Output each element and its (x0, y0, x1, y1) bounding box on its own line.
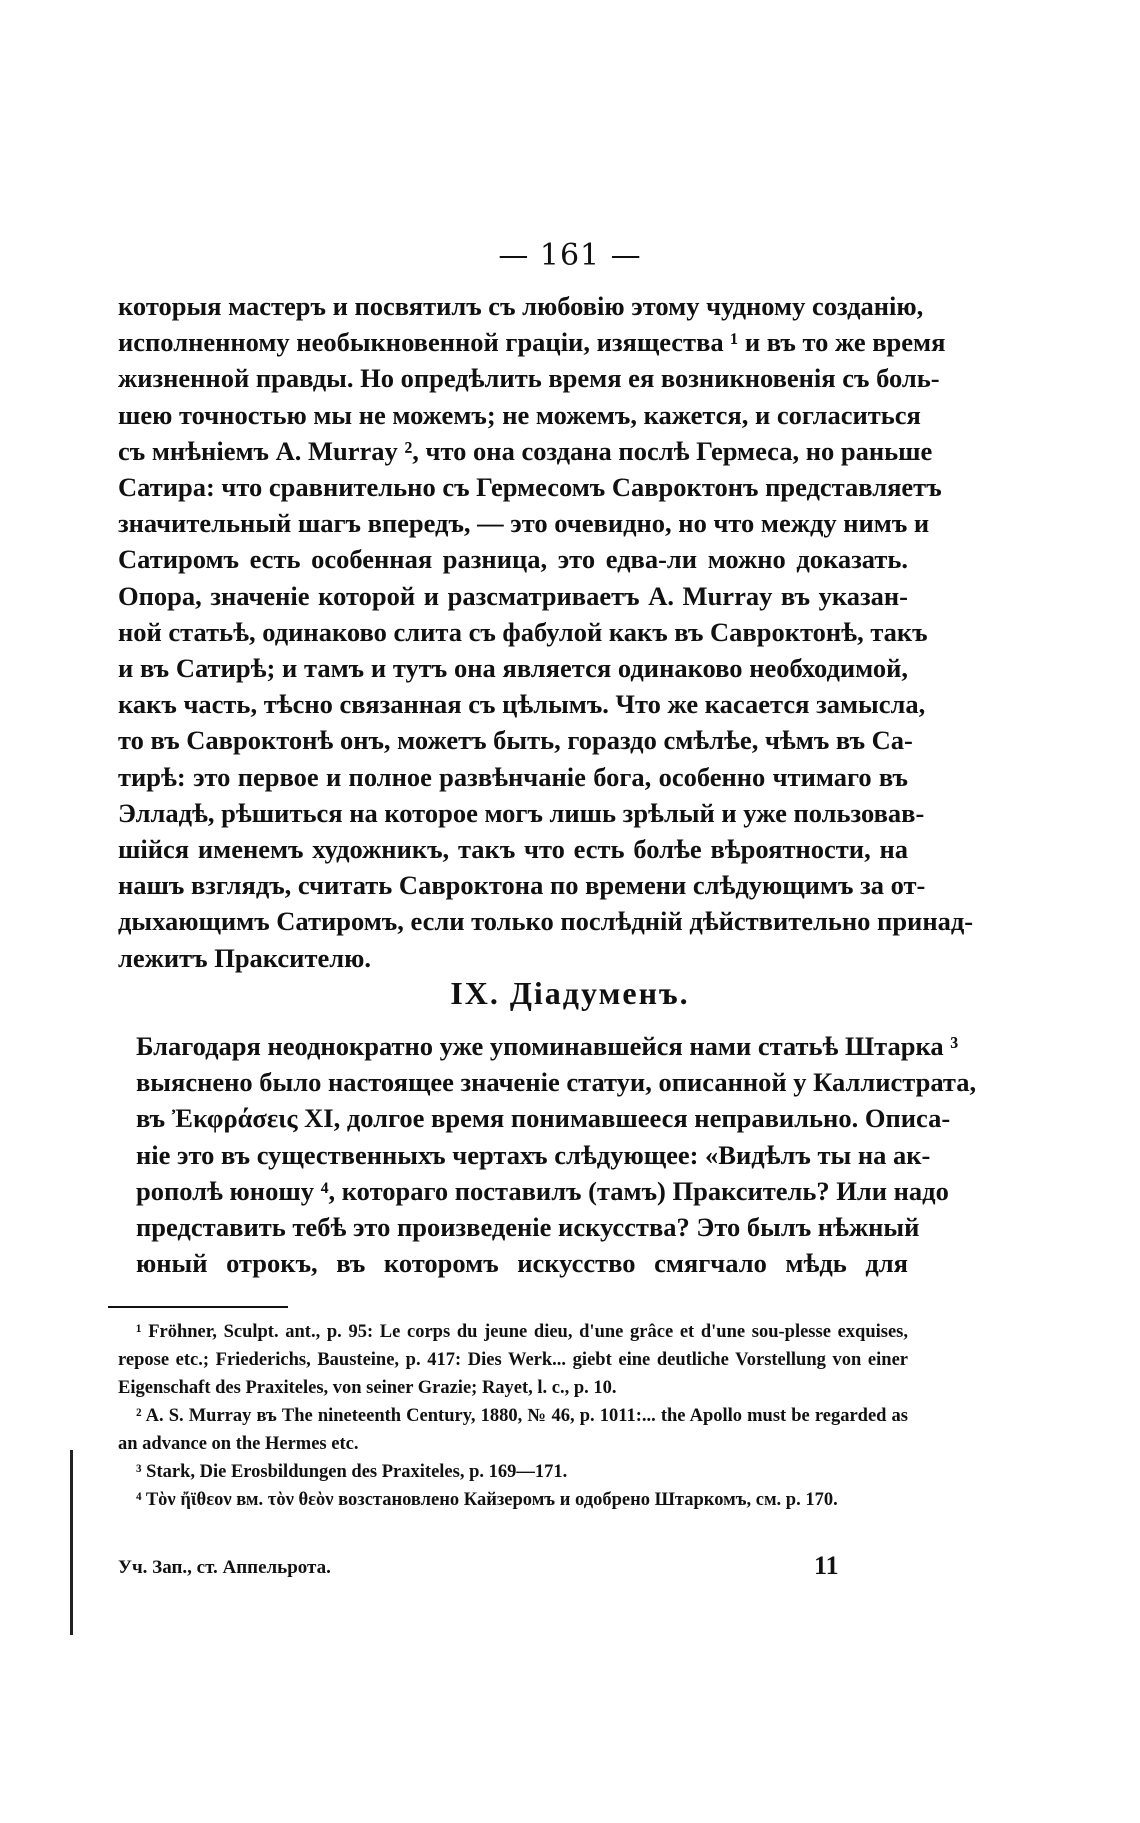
text-line: Благодаря неоднократно уже упоминавшейся нами статьѣ Штарка ³ (136, 1031, 959, 1061)
text-line: жизненной правды. Но опредѣлить время ея возникновенія съ боль- (118, 363, 940, 394)
text-line: значительный шагъ впередъ, — это очевидно, но что между нимъ и (118, 508, 930, 539)
text-line: дыхающимъ Сатиромъ, если только послѣдній дѣйствительно принад- (118, 906, 974, 937)
margin-mark (70, 1450, 73, 1635)
page-number: — 161 — (498, 238, 642, 273)
paragraph-2 (118, 1028, 977, 1281)
paragraph-1 (118, 288, 974, 976)
text-line: которыя мастеръ и посвятилъ съ любовію этому чудному созданію, (118, 291, 924, 321)
text-line: Сатира: что сравнительно съ Гермесомъ Савроктонъ представляетъ (118, 472, 942, 503)
footnote: ⁴ Τὸν ἤϊθεον вм. τὸν θεὸν возстановлено Кайзеромъ и одобрено Штаркомъ, см. р. 170. (136, 1490, 838, 1510)
text-line: какъ часть, тѣсно связанная съ цѣлымъ. Что же касается замысла, (118, 689, 926, 720)
text-line: ной статьѣ, одинаково слита съ фабулой какъ въ Савроктонѣ, такъ (118, 616, 928, 647)
signature-number: 11 (814, 1551, 839, 1580)
footnote: ¹ Fröhner, Sculpt. ant., p. 95: Le corps du jeune dieu, d'une grâce et d'une sou-plesse exquises, repose etc.; Friederichs, Bausteine, p. 417: Dies Werk... giebt eine deutliche Vorstellung von einer Eigenschaft des Praxiteles, von seiner Grazie; Rayet, l. c., p. 10. (118, 1322, 908, 1398)
footnote: ³ Stark, Die Erosbildungen des Praxiteles, p. 169—171. (136, 1462, 568, 1482)
text-line: съ мнѣніемъ А. Murray ², что она создана послѣ Гермеса, но раньше (118, 435, 933, 466)
signature-text: Уч. Зап., ст. Аппельрота. (118, 1557, 331, 1578)
text-line: Элладѣ, рѣшиться на которое могъ лишь зрѣлый и уже пользовав- (118, 797, 925, 828)
text-line: рополѣ юношу ⁴, котораго поставилъ (тамъ) Пракситель? Или надо (136, 1175, 949, 1206)
text-line: то въ Савроктонѣ онъ, можетъ быть, гораздо смѣлѣе, чѣмъ въ Са- (118, 725, 913, 756)
text-line: тирѣ: это первое и полное развѣнчаніе бога, особенно чтимаго въ (118, 761, 908, 792)
text-line: выяснено было настоящее значеніе статуи, описанной у Каллистрата, (136, 1067, 977, 1098)
text-line: ніе это въ существенныхъ чертахъ слѣдующее: «Видѣлъ ты на ак- (136, 1139, 931, 1170)
text-line: шійся именемъ художникъ, такъ что есть болѣе вѣроятности, на (118, 834, 908, 865)
footnote-divider (108, 1306, 288, 1308)
footnote: ² A. S. Murray въ The nineteenth Century, 1880, № 46, p. 1011:... the Apollo must be regarded as an advance on the Hermes etc. (118, 1406, 908, 1454)
text-line: представить тебѣ это произведеніе искусства? Это былъ нѣжный (136, 1212, 920, 1243)
text-line: Опора, значеніе которой и разсматриваетъ А. Murray въ указан- (118, 580, 908, 611)
text-line: шею точностью мы не можемъ; не можемъ, кажется, и согласиться (118, 399, 921, 430)
text-line: въ Ἐκφράσεις XI, долгое время понимавшееся неправильно. Описа- (136, 1103, 951, 1134)
footnotes (118, 1318, 908, 1514)
text-line: Сатиромъ есть особенная разница, это едва-ли можно доказать. (118, 544, 908, 575)
text-line: юный отрокъ, въ которомъ искусство смягчало мѣдь для (136, 1248, 908, 1279)
text-line: и въ Сатирѣ; и тамъ и тутъ она является одинаково необходимой, (118, 653, 908, 684)
text-line: исполненному необыкновенной граціи, изящества ¹ и въ то же время (118, 327, 946, 358)
text-line: нашъ взглядъ, считать Савроктона по времени слѣдующимъ за от- (118, 870, 926, 901)
section-heading: IX. Діадуменъ. (450, 975, 690, 1011)
text-line: лежитъ Праксителю. (118, 942, 371, 973)
signature-line (118, 1551, 908, 1580)
